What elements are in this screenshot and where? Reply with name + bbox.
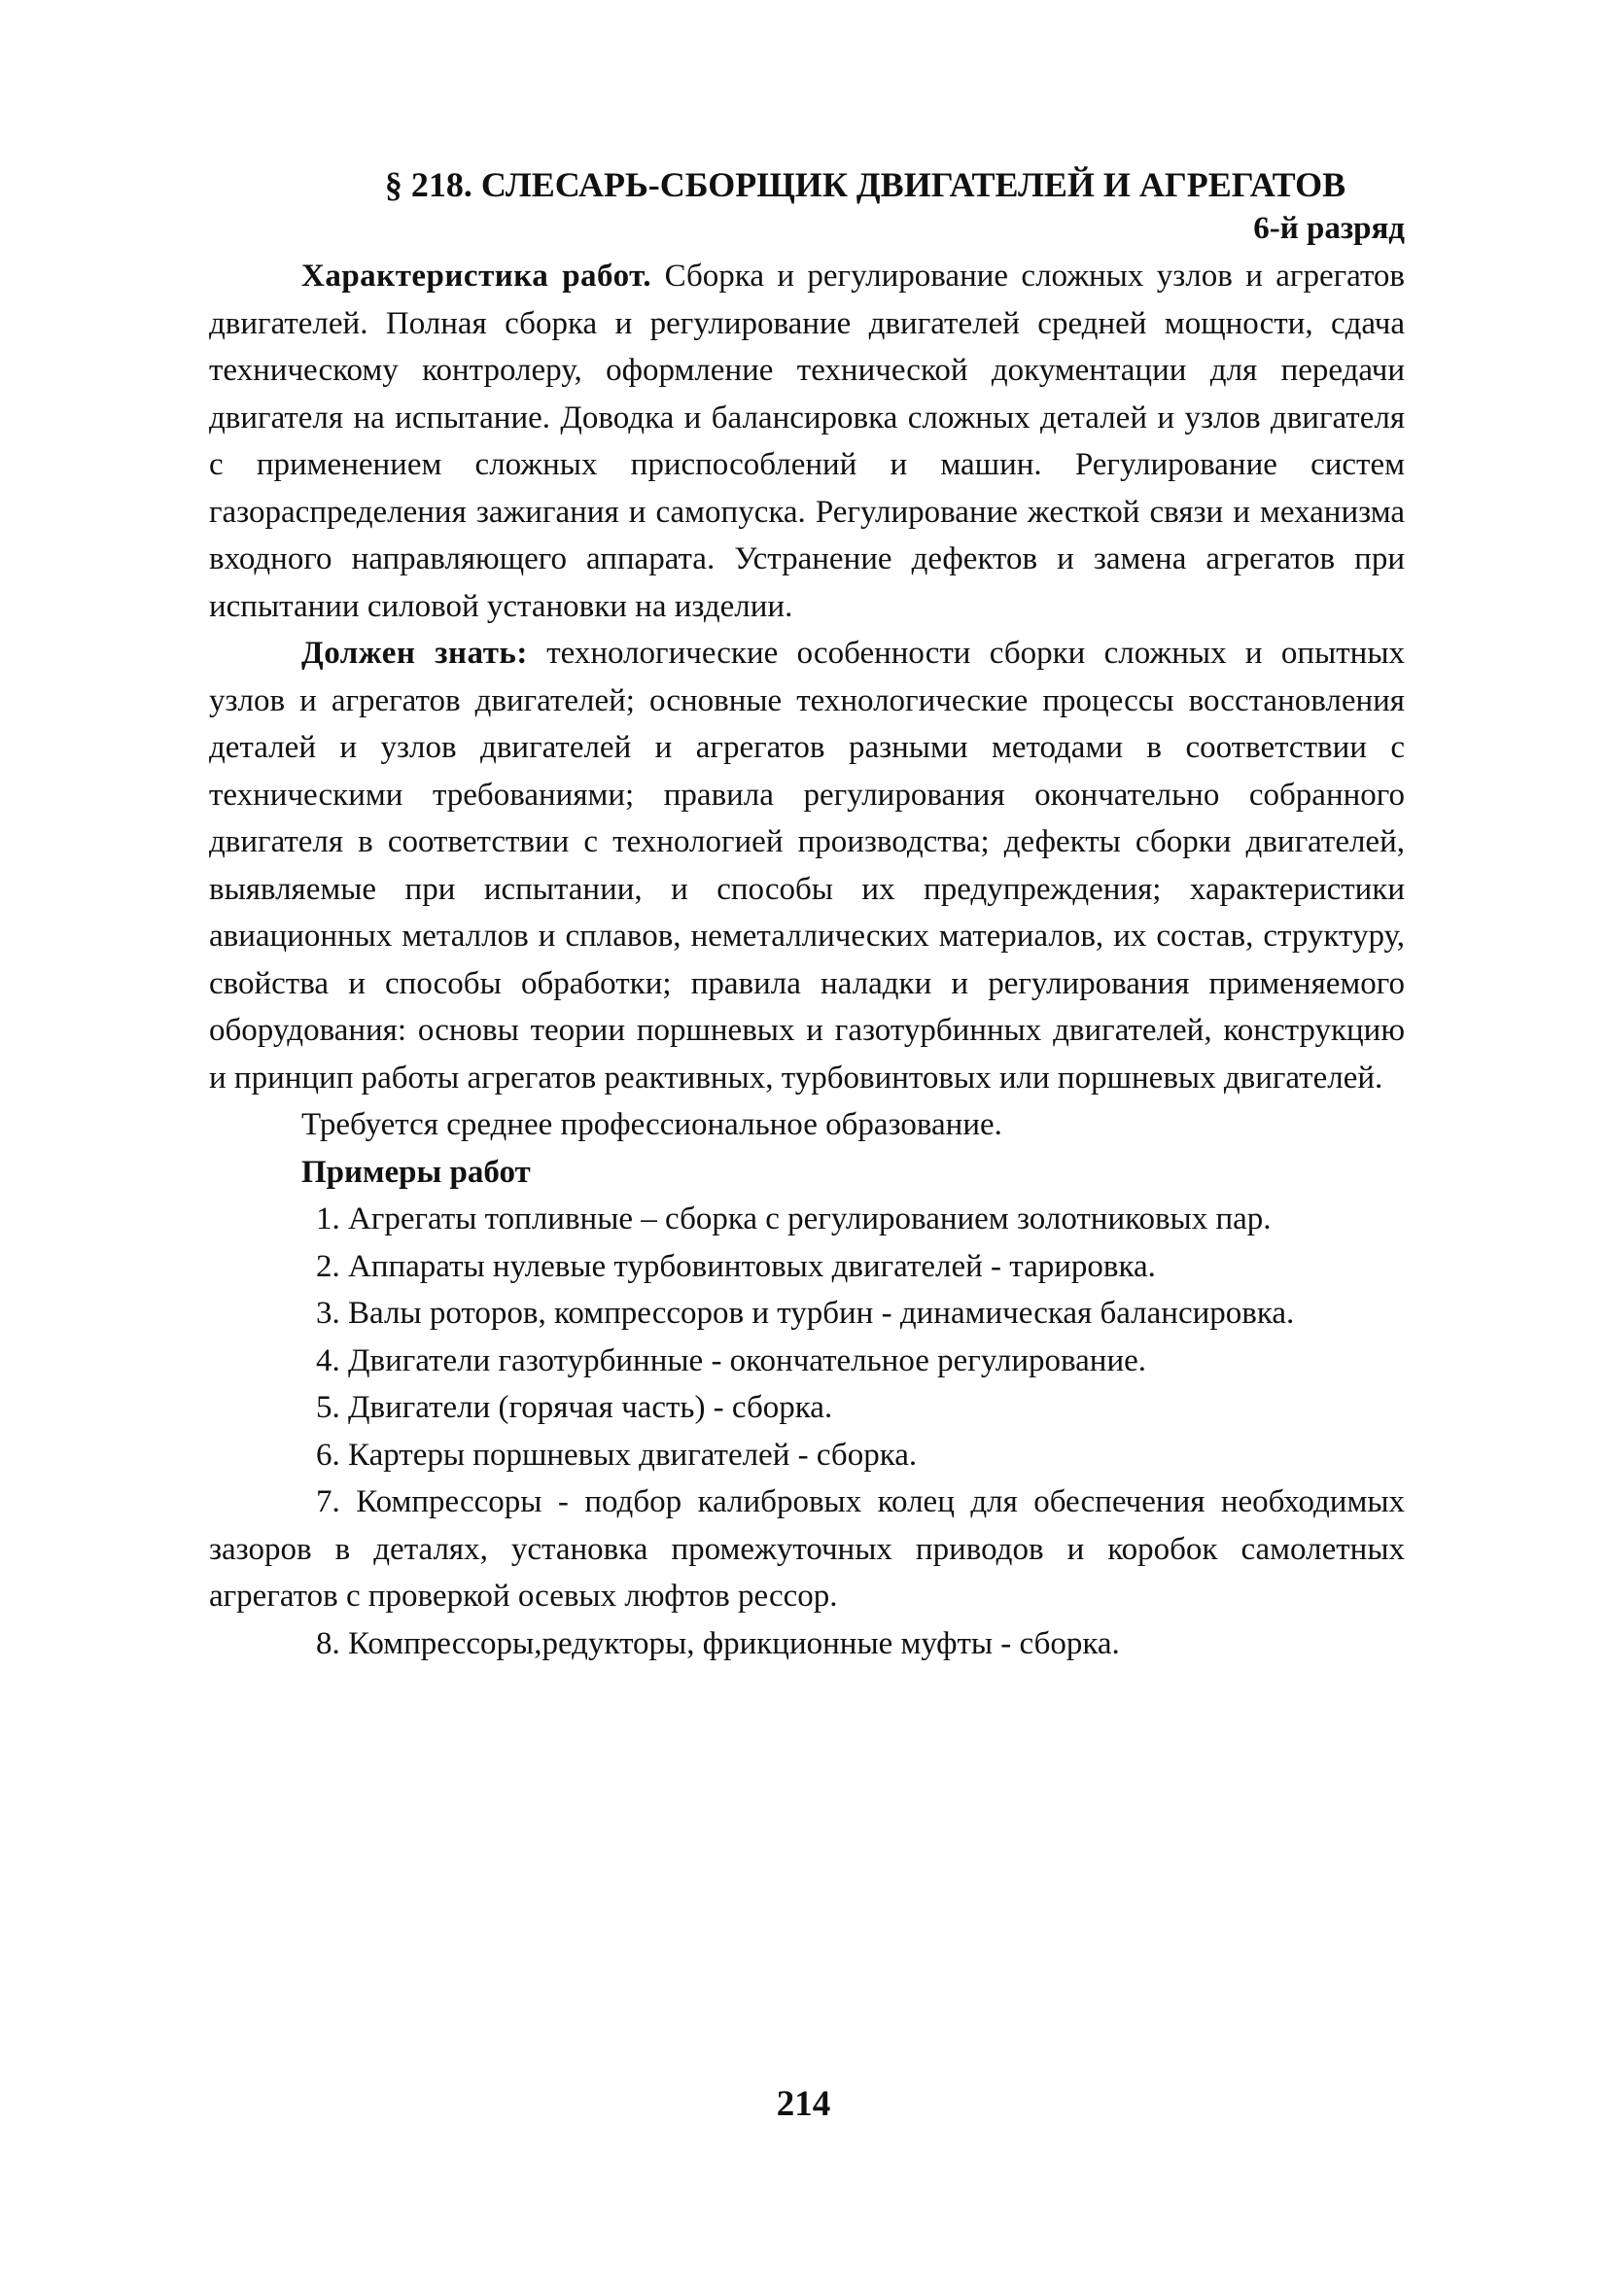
example-item-1: 1. Агрегаты топливные – сборка с регулированием золотниковых пар. — [316, 1201, 1272, 1236]
example-item-4: 4. Двигатели газотурбинные - окончательное регулирование. — [316, 1342, 1147, 1378]
knowledge-text: технологические особенности сборки сложных и опытных узлов и агрегатов двигателей; основные технологические процессы восстановления деталей и узлов двигателей и агрегатов разными методами в соответствии с техническими требованиями; правила регулирования окончательно собранного двигателя в соответствии с технологией производства; дефекты сборки двигателей, выявляемые при испытании, и способы их предупреждения; характеристики авиационных металлов и сплавов, неметаллических материалов, их состав, структуру, свойства и способы обработки; правила наладки и регулирования применяемого оборудования: основы теории поршневых и газотурбинных двигателей, конструкцию и принцип работы агрегатов реактивных, турбовинтовых или поршневых двигателей. — [209, 636, 1406, 1096]
example-item-7: 7. Компрессоры - подбор калибровых колец для обеспечения необходимых зазоров в деталях, установка промежуточных приводов и коробок самолетных агрегатов с проверкой осевых люфтов рессор. — [209, 1484, 1405, 1614]
grade-label: 6-й разряд — [1253, 211, 1405, 246]
example-item-8: 8. Компрессоры,редукторы, фрикционные муфты - сборка. — [316, 1625, 1120, 1661]
characteristics-paragraph — [209, 253, 1405, 630]
example-item-3: 3. Валы роторов, компрессоров и турбин - динамическая балансировка. — [316, 1296, 1295, 1331]
knowledge-label: Должен знать: — [301, 636, 528, 671]
document-page — [209, 163, 1405, 1667]
characteristics-label: Характеристика работ. — [301, 259, 652, 294]
example-item-5: 5. Двигатели (горячая часть) - сборка. — [316, 1390, 833, 1425]
knowledge-paragraph — [209, 630, 1405, 1101]
page-number: 214 — [776, 2084, 831, 2124]
example-item-2: 2. Аппараты нулевые турбовинтовых двигателей - тарировка. — [316, 1248, 1156, 1284]
example-item-6: 6. Картеры поршневых двигателей - сборка. — [316, 1437, 918, 1473]
section-title: § 218. СЛЕСАРЬ-СБОРЩИК ДВИГАТЕЛЕЙ И АГРЕГАТОВ — [384, 165, 1346, 204]
education-requirement: Требуется среднее профессиональное образование. — [301, 1107, 1002, 1142]
characteristics-text: Сборка и регулирование сложных узлов и агрегатов двигателей. Полная сборка и регулирование двигателей средней мощности, сдача техническому контролеру, оформление технической документации для передачи двигателя на испытание. Доводка и балансировка сложных деталей и узлов двигателя с применением сложных приспособлений и машин. Регулирование систем газораспределения зажигания и самопуска. Регулирование жесткой связи и механизма входного направляющего аппарата. Устранение дефектов и замена агрегатов при испытании силовой установки на изделии. — [209, 259, 1406, 624]
examples-heading: Примеры работ — [301, 1154, 531, 1190]
